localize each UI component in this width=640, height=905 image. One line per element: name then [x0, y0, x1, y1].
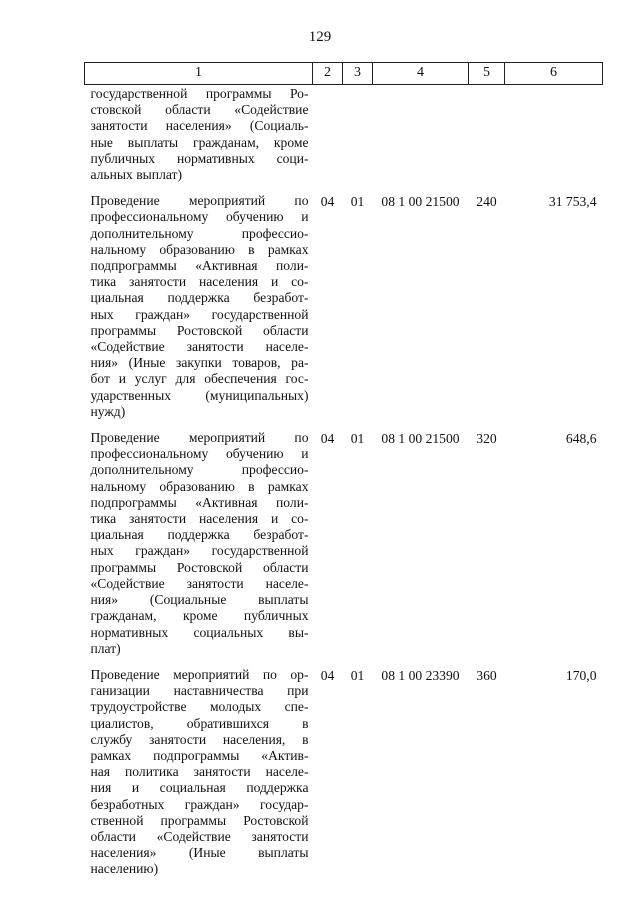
description-line: рамках подпрограммы «Актив- — [90, 747, 309, 763]
description-line: циальная поддержка безработ- — [90, 290, 309, 306]
cell-section: 04 — [320, 194, 335, 210]
description-line: населению) — [90, 861, 159, 877]
cell-subsection — [343, 85, 373, 194]
column-header: 2 — [313, 63, 343, 85]
cell-subsection: 01 — [350, 194, 365, 210]
description-line: циальная поддержка безработ- — [90, 527, 309, 543]
description-line: нальному образованию в рамках — [90, 478, 309, 494]
description-line: тика занятости населения и со- — [90, 511, 309, 527]
column-header: 1 — [85, 63, 313, 85]
cell-amount — [505, 85, 603, 194]
description-line: населения» (Иные выплаты — [90, 845, 309, 861]
description-line: занятости населения» (Социаль- — [90, 118, 309, 134]
cell-expense-type: 240 — [476, 194, 497, 210]
description-line: ные выплаты гражданам, кроме — [90, 134, 309, 150]
description-line: публичных нормативных соци- — [90, 150, 309, 166]
description-line: программы Ростовской области — [90, 322, 309, 338]
cell-target-article — [373, 85, 469, 194]
description-line: государственной программы Ро- — [90, 86, 309, 101]
description-line: нужд) — [90, 403, 126, 419]
description-line: ния» (Социальные выплаты — [90, 592, 309, 608]
description-line: гражданам, кроме публичных — [90, 608, 309, 624]
cell-target-article: 08 1 00 23390 — [381, 667, 460, 683]
description-line: трудоустройстве молодых спе- — [90, 699, 309, 715]
description-line: Проведение мероприятий по — [90, 430, 309, 446]
description-line: «Содействие занятости населе- — [90, 575, 309, 591]
description-line: бот и услуг для обеспечения гос- — [90, 371, 309, 387]
description-line: профессиональному обучению и — [90, 209, 309, 225]
cell-target-article: 08 1 00 21500 — [381, 431, 460, 447]
column-header: 4 — [373, 63, 469, 85]
description-line: нальному образованию в рамках — [90, 241, 309, 257]
column-header: 5 — [469, 63, 505, 85]
description-line: Проведение мероприятий по — [90, 193, 309, 209]
description-line: подпрограммы «Активная поли- — [90, 494, 309, 510]
table-row — [85, 667, 603, 888]
table-row — [85, 193, 603, 430]
description-line: нормативных социальных вы- — [90, 624, 309, 640]
description-line: профессиональному обучению и — [90, 446, 309, 462]
table-row — [85, 85, 603, 194]
cell-section: 04 — [320, 431, 335, 447]
description-line: ная политика занятости населе- — [90, 764, 309, 780]
description-line: программы Ростовской области — [90, 559, 309, 575]
cell-subsection: 01 — [350, 431, 365, 447]
description-line: альных выплат) — [90, 167, 182, 183]
description-line: ударственных (муниципальных) — [90, 387, 309, 403]
page-number: 129 — [308, 29, 332, 45]
description-line: дополнительному профессио- — [90, 225, 309, 241]
table-row — [85, 430, 603, 667]
description-line: плат) — [90, 640, 121, 656]
budget-table — [84, 62, 603, 888]
cell-subsection: 01 — [350, 667, 365, 683]
cell-amount: 170,0 — [565, 667, 597, 683]
cell-target-article: 08 1 00 21500 — [381, 194, 460, 210]
cell-expense-type: 360 — [476, 667, 497, 683]
cell-expense-type — [469, 85, 505, 194]
column-header: 6 — [505, 63, 603, 85]
description-line: ния» (Иные закупки товаров, ра- — [90, 355, 309, 371]
row-description — [85, 430, 313, 667]
description-line: ганизации наставничества при — [90, 683, 309, 699]
description-line: стовской области «Содействие — [90, 102, 309, 118]
cell-section — [313, 85, 343, 194]
description-line: ственной программы Ростовской — [90, 812, 309, 828]
row-description — [85, 85, 313, 194]
description-line: ния и социальная поддержка — [90, 780, 309, 796]
description-line: тика занятости населения и со- — [90, 274, 309, 290]
cell-section: 04 — [320, 667, 335, 683]
description-line: Проведение мероприятий по ор- — [90, 666, 309, 682]
row-description — [85, 667, 313, 888]
description-line: «Содействие занятости населе- — [90, 339, 309, 355]
description-line: подпрограммы «Активная поли- — [90, 258, 309, 274]
table-body — [85, 85, 603, 888]
description-line: безработных граждан» государ- — [90, 796, 309, 812]
description-line: ных граждан» государственной — [90, 543, 309, 559]
description-line: циалистов, обратившихся в — [90, 715, 309, 731]
row-description — [85, 193, 313, 430]
description-line: дополнительному профессио- — [90, 462, 309, 478]
table-header-row — [85, 63, 603, 85]
cell-expense-type: 320 — [476, 431, 497, 447]
cell-amount: 648,6 — [565, 431, 597, 447]
description-line: ных граждан» государственной — [90, 306, 309, 322]
description-line: области «Содействие занятости — [90, 828, 309, 844]
description-line: службу занятости населения, в — [90, 731, 309, 747]
cell-amount: 31 753,4 — [548, 194, 597, 210]
column-header: 3 — [343, 63, 373, 85]
